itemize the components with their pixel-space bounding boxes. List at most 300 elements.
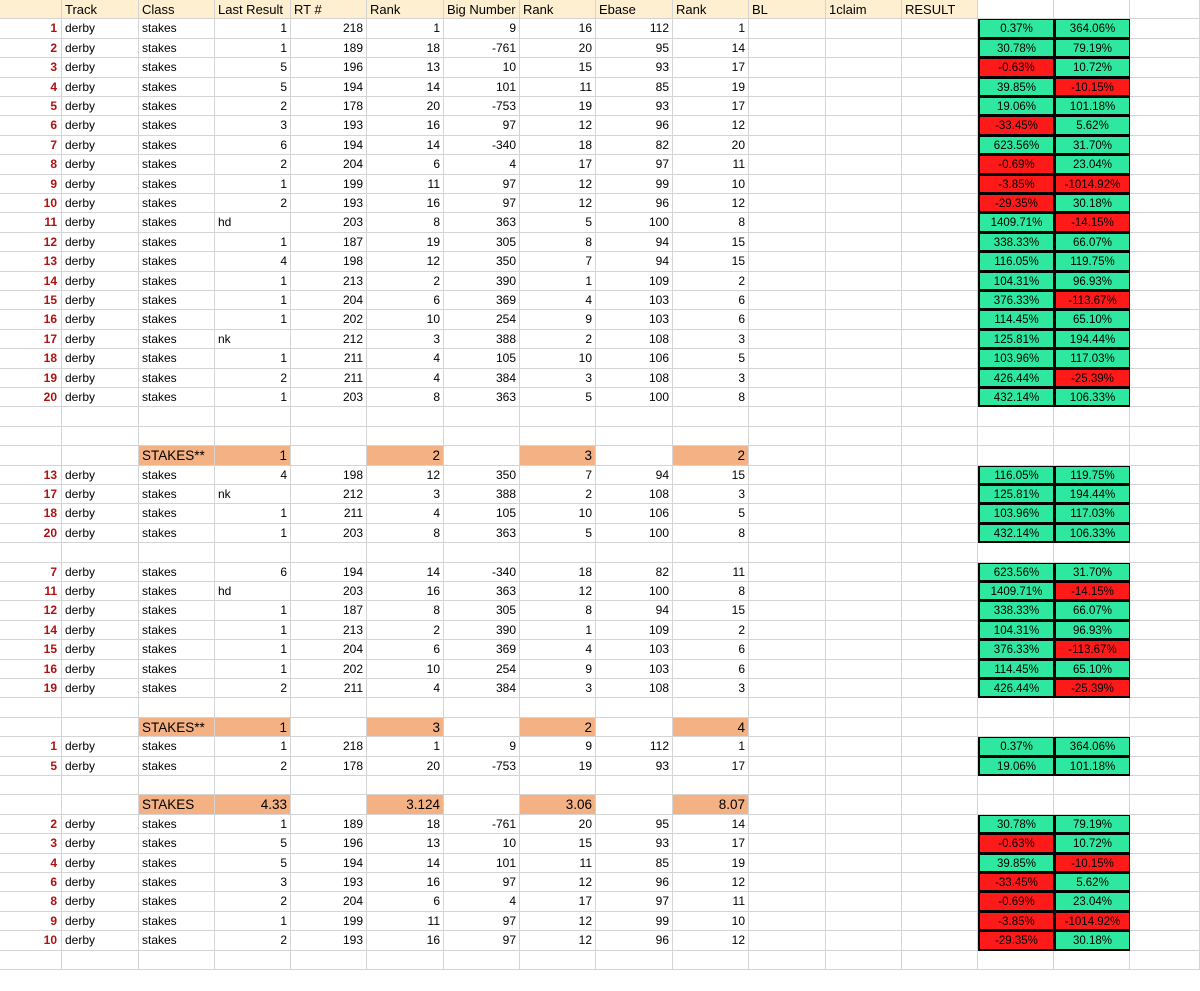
big-number-cell[interactable]: 254 xyxy=(444,660,520,679)
rank-cell[interactable]: 15 xyxy=(673,466,749,485)
class-cell[interactable]: stakes xyxy=(139,640,215,659)
rank-cell[interactable]: 17 xyxy=(673,757,749,776)
rank-cell[interactable]: 16 xyxy=(520,19,596,38)
result-percent-1[interactable]: 623.56% xyxy=(978,136,1054,155)
empty-cell[interactable] xyxy=(367,407,444,426)
rt-number-cell[interactable]: 213 xyxy=(291,272,367,291)
result-cell[interactable] xyxy=(902,369,978,388)
empty-cell[interactable] xyxy=(444,776,520,795)
result-cell[interactable] xyxy=(902,582,978,601)
rt-number-cell[interactable]: 198 xyxy=(291,466,367,485)
row-number-cell[interactable]: 20 xyxy=(0,388,62,407)
class-cell[interactable]: stakes xyxy=(139,524,215,543)
row-number-cell[interactable]: 15 xyxy=(0,291,62,310)
rt-number-cell[interactable]: 211 xyxy=(291,369,367,388)
empty-cell[interactable] xyxy=(444,543,520,562)
result-percent-1[interactable]: -3.85% xyxy=(978,175,1054,194)
ebase-cell[interactable]: 97 xyxy=(596,155,673,174)
row-number-cell[interactable]: 12 xyxy=(0,601,62,620)
rank-cell[interactable]: 19 xyxy=(520,97,596,116)
big-number-cell[interactable]: 363 xyxy=(444,524,520,543)
track-cell[interactable]: derby xyxy=(62,854,139,873)
row-number-cell[interactable]: 4 xyxy=(0,78,62,97)
big-number-cell[interactable]: 369 xyxy=(444,291,520,310)
result-cell[interactable] xyxy=(902,485,978,504)
ebase-cell[interactable]: 85 xyxy=(596,78,673,97)
bl-cell[interactable] xyxy=(749,194,826,213)
rank-cell[interactable]: 1 xyxy=(520,272,596,291)
result-cell[interactable] xyxy=(902,194,978,213)
class-cell[interactable]: stakes xyxy=(139,233,215,252)
claim-cell[interactable] xyxy=(826,640,902,659)
result-percent-2[interactable]: 30.18% xyxy=(1054,194,1130,213)
rank-cell[interactable]: 6 xyxy=(367,291,444,310)
rank-cell[interactable]: 12 xyxy=(673,194,749,213)
track-cell[interactable]: derby xyxy=(62,873,139,892)
ebase-cell[interactable]: 106 xyxy=(596,349,673,368)
empty-cell[interactable] xyxy=(0,776,62,795)
empty-cell[interactable] xyxy=(1130,116,1200,135)
result-percent-2[interactable]: 5.62% xyxy=(1054,116,1130,135)
last-result-cell[interactable]: 5 xyxy=(215,834,291,853)
result-cell[interactable] xyxy=(902,213,978,232)
rank-cell[interactable]: 17 xyxy=(673,834,749,853)
result-percent-2[interactable]: -1014.92% xyxy=(1054,175,1130,194)
result-percent-2[interactable]: 23.04% xyxy=(1054,155,1130,174)
bl-cell[interactable] xyxy=(749,621,826,640)
rt-number-cell[interactable]: 193 xyxy=(291,873,367,892)
result-percent-2[interactable]: 65.10% xyxy=(1054,660,1130,679)
rank-cell[interactable]: 8 xyxy=(367,388,444,407)
class-cell[interactable]: stakes xyxy=(139,330,215,349)
column-header[interactable]: 1claim xyxy=(826,0,902,19)
result-percent-2[interactable]: -10.15% xyxy=(1054,854,1130,873)
empty-cell[interactable] xyxy=(596,446,673,465)
result-percent-2[interactable]: 10.72% xyxy=(1054,834,1130,853)
last-result-cell[interactable]: 2 xyxy=(215,97,291,116)
class-cell[interactable]: stakes xyxy=(139,892,215,911)
empty-cell[interactable] xyxy=(0,718,62,737)
track-cell[interactable]: derby xyxy=(62,97,139,116)
column-header[interactable]: BL xyxy=(749,0,826,19)
result-percent-1[interactable]: 338.33% xyxy=(978,233,1054,252)
bl-cell[interactable] xyxy=(749,563,826,582)
empty-cell[interactable] xyxy=(1130,39,1200,58)
column-header[interactable]: Last Result xyxy=(215,0,291,19)
ebase-cell[interactable]: 108 xyxy=(596,330,673,349)
track-cell[interactable]: derby xyxy=(62,834,139,853)
rank-cell[interactable]: 12 xyxy=(520,175,596,194)
empty-cell[interactable] xyxy=(1130,504,1200,523)
rt-number-cell[interactable]: 187 xyxy=(291,233,367,252)
ebase-cell[interactable]: 82 xyxy=(596,136,673,155)
rank-cell[interactable]: 18 xyxy=(367,39,444,58)
result-cell[interactable] xyxy=(902,136,978,155)
rank-cell[interactable]: 5 xyxy=(673,504,749,523)
result-percent-2[interactable]: 106.33% xyxy=(1054,388,1130,407)
result-percent-1[interactable]: 1409.71% xyxy=(978,582,1054,601)
result-percent-1[interactable]: 39.85% xyxy=(978,78,1054,97)
row-number-cell[interactable]: 7 xyxy=(0,136,62,155)
rank-cell[interactable]: 8 xyxy=(673,213,749,232)
bl-cell[interactable] xyxy=(749,272,826,291)
bl-cell[interactable] xyxy=(749,388,826,407)
rank-cell[interactable]: 13 xyxy=(367,834,444,853)
track-cell[interactable]: derby xyxy=(62,272,139,291)
rank-cell[interactable]: 14 xyxy=(367,563,444,582)
empty-cell[interactable] xyxy=(62,718,139,737)
result-cell[interactable] xyxy=(902,892,978,911)
last-result-cell[interactable]: 3 xyxy=(215,873,291,892)
bl-cell[interactable] xyxy=(749,349,826,368)
bl-cell[interactable] xyxy=(749,854,826,873)
track-cell[interactable]: derby xyxy=(62,349,139,368)
result-percent-1[interactable]: 1409.71% xyxy=(978,213,1054,232)
empty-cell[interactable] xyxy=(1130,58,1200,77)
rank-cell[interactable]: 3 xyxy=(673,369,749,388)
last-result-cell[interactable]: 2 xyxy=(215,194,291,213)
result-cell[interactable] xyxy=(902,737,978,756)
bl-cell[interactable] xyxy=(749,252,826,271)
claim-cell[interactable] xyxy=(826,892,902,911)
bl-cell[interactable] xyxy=(749,892,826,911)
big-number-cell[interactable]: 305 xyxy=(444,601,520,620)
column-header[interactable]: Rank xyxy=(367,0,444,19)
result-cell[interactable] xyxy=(902,58,978,77)
empty-cell[interactable] xyxy=(596,795,673,814)
row-number-cell[interactable]: 16 xyxy=(0,660,62,679)
claim-cell[interactable] xyxy=(826,601,902,620)
result-cell[interactable] xyxy=(902,466,978,485)
result-percent-2[interactable]: -10.15% xyxy=(1054,78,1130,97)
empty-cell[interactable] xyxy=(1054,427,1130,446)
rank-cell[interactable]: 2 xyxy=(673,272,749,291)
empty-cell[interactable] xyxy=(0,543,62,562)
row-number-cell[interactable]: 20 xyxy=(0,524,62,543)
rank-cell[interactable]: 11 xyxy=(673,155,749,174)
bl-cell[interactable] xyxy=(749,737,826,756)
row-number-cell[interactable]: 19 xyxy=(0,369,62,388)
class-cell[interactable]: stakes xyxy=(139,58,215,77)
result-percent-1[interactable]: 114.45% xyxy=(978,310,1054,329)
ebase-cell[interactable]: 100 xyxy=(596,213,673,232)
bl-cell[interactable] xyxy=(749,155,826,174)
bl-cell[interactable] xyxy=(749,601,826,620)
empty-cell[interactable] xyxy=(902,718,978,737)
empty-cell[interactable] xyxy=(826,951,902,970)
big-number-cell[interactable]: 105 xyxy=(444,349,520,368)
row-number-cell[interactable]: 14 xyxy=(0,621,62,640)
empty-cell[interactable] xyxy=(1130,563,1200,582)
empty-cell[interactable] xyxy=(444,951,520,970)
row-number-cell[interactable]: 17 xyxy=(0,485,62,504)
empty-cell[interactable] xyxy=(978,951,1054,970)
class-cell[interactable]: stakes xyxy=(139,757,215,776)
rank-cell[interactable]: 9 xyxy=(520,737,596,756)
ebase-cell[interactable]: 103 xyxy=(596,660,673,679)
empty-cell[interactable] xyxy=(291,698,367,717)
result-percent-2[interactable]: 194.44% xyxy=(1054,485,1130,504)
big-number-cell[interactable]: 305 xyxy=(444,233,520,252)
rank-cell[interactable]: 19 xyxy=(367,233,444,252)
rank-cell[interactable]: 14 xyxy=(673,815,749,834)
big-number-cell[interactable]: 4 xyxy=(444,155,520,174)
class-cell[interactable]: stakes xyxy=(139,912,215,931)
rank-cell[interactable]: 6 xyxy=(673,660,749,679)
empty-cell[interactable] xyxy=(1130,795,1200,814)
group-value[interactable]: 8.07 xyxy=(673,795,749,814)
empty-cell[interactable] xyxy=(978,407,1054,426)
result-percent-1[interactable]: 426.44% xyxy=(978,679,1054,698)
bl-cell[interactable] xyxy=(749,466,826,485)
claim-cell[interactable] xyxy=(826,233,902,252)
row-number-cell[interactable]: 1 xyxy=(0,737,62,756)
empty-cell[interactable] xyxy=(1130,291,1200,310)
rank-cell[interactable]: 1 xyxy=(367,19,444,38)
last-result-cell[interactable]: 1 xyxy=(215,601,291,620)
row-number-cell[interactable]: 18 xyxy=(0,504,62,523)
result-percent-1[interactable]: -29.35% xyxy=(978,194,1054,213)
empty-cell[interactable] xyxy=(444,407,520,426)
empty-cell[interactable] xyxy=(749,446,826,465)
rt-number-cell[interactable]: 212 xyxy=(291,485,367,504)
empty-cell[interactable] xyxy=(139,698,215,717)
class-cell[interactable]: stakes xyxy=(139,194,215,213)
last-result-cell[interactable]: 2 xyxy=(215,931,291,950)
rank-cell[interactable]: 9 xyxy=(520,660,596,679)
column-header[interactable]: Rank xyxy=(520,0,596,19)
track-cell[interactable]: derby xyxy=(62,19,139,38)
result-percent-2[interactable]: 194.44% xyxy=(1054,330,1130,349)
claim-cell[interactable] xyxy=(826,116,902,135)
big-number-cell[interactable]: -761 xyxy=(444,39,520,58)
rank-cell[interactable]: 19 xyxy=(520,757,596,776)
last-result-cell[interactable]: 1 xyxy=(215,272,291,291)
row-number-cell[interactable]: 17 xyxy=(0,330,62,349)
row-number-cell[interactable]: 18 xyxy=(0,349,62,368)
rank-cell[interactable]: 18 xyxy=(367,815,444,834)
empty-cell[interactable] xyxy=(1130,834,1200,853)
empty-cell[interactable] xyxy=(1054,407,1130,426)
rank-cell[interactable]: 5 xyxy=(520,388,596,407)
ebase-cell[interactable]: 108 xyxy=(596,485,673,504)
rt-number-cell[interactable]: 189 xyxy=(291,39,367,58)
class-cell[interactable]: stakes xyxy=(139,19,215,38)
rank-cell[interactable]: 12 xyxy=(520,912,596,931)
result-percent-2[interactable]: 66.07% xyxy=(1054,601,1130,620)
empty-cell[interactable] xyxy=(826,795,902,814)
rank-cell[interactable]: 15 xyxy=(673,252,749,271)
track-cell[interactable]: derby xyxy=(62,310,139,329)
empty-cell[interactable] xyxy=(1130,543,1200,562)
row-number-cell[interactable]: 6 xyxy=(0,116,62,135)
row-number-cell[interactable]: 13 xyxy=(0,466,62,485)
row-number-cell[interactable]: 7 xyxy=(0,563,62,582)
rank-cell[interactable]: 16 xyxy=(367,582,444,601)
rt-number-cell[interactable]: 202 xyxy=(291,660,367,679)
class-cell[interactable]: stakes xyxy=(139,291,215,310)
rank-cell[interactable]: 16 xyxy=(367,931,444,950)
row-number-cell[interactable]: 5 xyxy=(0,97,62,116)
last-result-cell[interactable]: 1 xyxy=(215,815,291,834)
result-cell[interactable] xyxy=(902,524,978,543)
result-percent-2[interactable]: -14.15% xyxy=(1054,213,1130,232)
result-percent-2[interactable]: 10.72% xyxy=(1054,58,1130,77)
empty-cell[interactable] xyxy=(1130,78,1200,97)
group-label[interactable]: STAKES** xyxy=(139,446,215,465)
rt-number-cell[interactable]: 213 xyxy=(291,621,367,640)
rank-cell[interactable]: 16 xyxy=(367,116,444,135)
rt-number-cell[interactable]: 204 xyxy=(291,155,367,174)
rt-number-cell[interactable]: 193 xyxy=(291,931,367,950)
class-cell[interactable]: stakes xyxy=(139,78,215,97)
empty-cell[interactable] xyxy=(1130,951,1200,970)
rt-number-cell[interactable]: 204 xyxy=(291,291,367,310)
row-number-cell[interactable]: 9 xyxy=(0,175,62,194)
rank-cell[interactable]: 2 xyxy=(673,621,749,640)
bl-cell[interactable] xyxy=(749,310,826,329)
track-cell[interactable]: derby xyxy=(62,155,139,174)
rank-cell[interactable]: 7 xyxy=(520,252,596,271)
last-result-cell[interactable]: 1 xyxy=(215,388,291,407)
rank-cell[interactable]: 11 xyxy=(673,563,749,582)
rt-number-cell[interactable]: 194 xyxy=(291,136,367,155)
bl-cell[interactable] xyxy=(749,330,826,349)
rank-cell[interactable]: 11 xyxy=(673,892,749,911)
track-cell[interactable]: derby xyxy=(62,931,139,950)
empty-cell[interactable] xyxy=(444,446,520,465)
rank-cell[interactable]: 5 xyxy=(673,349,749,368)
rt-number-cell[interactable]: 187 xyxy=(291,601,367,620)
last-result-cell[interactable]: hd xyxy=(215,582,291,601)
claim-cell[interactable] xyxy=(826,97,902,116)
ebase-cell[interactable]: 106 xyxy=(596,504,673,523)
rank-cell[interactable]: 15 xyxy=(673,233,749,252)
rank-cell[interactable]: 6 xyxy=(367,155,444,174)
ebase-cell[interactable]: 96 xyxy=(596,931,673,950)
rt-number-cell[interactable]: 189 xyxy=(291,815,367,834)
rank-cell[interactable]: 4 xyxy=(367,504,444,523)
empty-cell[interactable] xyxy=(749,427,826,446)
result-percent-1[interactable]: 432.14% xyxy=(978,388,1054,407)
class-cell[interactable]: stakes xyxy=(139,466,215,485)
class-cell[interactable]: stakes xyxy=(139,601,215,620)
class-cell[interactable]: stakes xyxy=(139,213,215,232)
empty-cell[interactable] xyxy=(215,427,291,446)
claim-cell[interactable] xyxy=(826,563,902,582)
rank-cell[interactable]: 11 xyxy=(367,912,444,931)
empty-cell[interactable] xyxy=(902,698,978,717)
empty-cell[interactable] xyxy=(826,718,902,737)
last-result-cell[interactable]: 6 xyxy=(215,563,291,582)
claim-cell[interactable] xyxy=(826,582,902,601)
result-percent-1[interactable]: 103.96% xyxy=(978,349,1054,368)
result-percent-1[interactable]: 376.33% xyxy=(978,640,1054,659)
claim-cell[interactable] xyxy=(826,931,902,950)
result-percent-2[interactable]: 101.18% xyxy=(1054,757,1130,776)
bl-cell[interactable] xyxy=(749,504,826,523)
empty-cell[interactable] xyxy=(902,427,978,446)
last-result-cell[interactable]: 5 xyxy=(215,58,291,77)
empty-cell[interactable] xyxy=(62,698,139,717)
result-percent-1[interactable]: -0.63% xyxy=(978,58,1054,77)
empty-cell[interactable] xyxy=(1130,815,1200,834)
row-number-cell[interactable]: 3 xyxy=(0,58,62,77)
class-cell[interactable]: stakes xyxy=(139,97,215,116)
result-percent-2[interactable]: 119.75% xyxy=(1054,252,1130,271)
class-cell[interactable]: stakes xyxy=(139,815,215,834)
last-result-cell[interactable]: 1 xyxy=(215,291,291,310)
row-number-cell[interactable]: 6 xyxy=(0,873,62,892)
result-percent-1[interactable]: -3.85% xyxy=(978,912,1054,931)
empty-cell[interactable] xyxy=(367,951,444,970)
bl-cell[interactable] xyxy=(749,582,826,601)
empty-cell[interactable] xyxy=(1130,252,1200,271)
empty-cell[interactable] xyxy=(367,427,444,446)
result-percent-1[interactable]: 426.44% xyxy=(978,369,1054,388)
track-cell[interactable]: derby xyxy=(62,485,139,504)
big-number-cell[interactable]: 350 xyxy=(444,252,520,271)
rank-cell[interactable]: 11 xyxy=(520,78,596,97)
rt-number-cell[interactable]: 196 xyxy=(291,834,367,853)
result-cell[interactable] xyxy=(902,660,978,679)
ebase-cell[interactable]: 109 xyxy=(596,621,673,640)
empty-cell[interactable] xyxy=(902,795,978,814)
bl-cell[interactable] xyxy=(749,97,826,116)
empty-cell[interactable] xyxy=(1130,155,1200,174)
class-cell[interactable]: stakes xyxy=(139,369,215,388)
result-percent-1[interactable]: -0.63% xyxy=(978,834,1054,853)
rank-cell[interactable]: 1 xyxy=(367,737,444,756)
result-percent-1[interactable]: 19.06% xyxy=(978,97,1054,116)
track-cell[interactable]: derby xyxy=(62,504,139,523)
last-result-cell[interactable]: 2 xyxy=(215,892,291,911)
rank-cell[interactable]: 18 xyxy=(520,563,596,582)
class-cell[interactable]: stakes xyxy=(139,252,215,271)
empty-cell[interactable] xyxy=(978,698,1054,717)
empty-cell[interactable] xyxy=(1130,621,1200,640)
claim-cell[interactable] xyxy=(826,349,902,368)
rank-cell[interactable]: 13 xyxy=(367,58,444,77)
track-cell[interactable]: derby xyxy=(62,582,139,601)
row-number-cell[interactable]: 12 xyxy=(0,233,62,252)
empty-cell[interactable] xyxy=(1130,873,1200,892)
rank-cell[interactable]: 3 xyxy=(673,679,749,698)
last-result-cell[interactable]: nk xyxy=(215,330,291,349)
empty-cell[interactable] xyxy=(1054,698,1130,717)
result-percent-2[interactable]: -1014.92% xyxy=(1054,912,1130,931)
track-cell[interactable]: derby xyxy=(62,291,139,310)
class-cell[interactable]: stakes xyxy=(139,621,215,640)
result-cell[interactable] xyxy=(902,504,978,523)
result-percent-2[interactable]: 96.93% xyxy=(1054,272,1130,291)
class-cell[interactable]: stakes xyxy=(139,485,215,504)
bl-cell[interactable] xyxy=(749,640,826,659)
track-cell[interactable]: derby xyxy=(62,660,139,679)
last-result-cell[interactable]: 1 xyxy=(215,19,291,38)
track-cell[interactable]: derby xyxy=(62,58,139,77)
class-cell[interactable]: stakes xyxy=(139,175,215,194)
class-cell[interactable]: stakes xyxy=(139,679,215,698)
result-percent-2[interactable]: 119.75% xyxy=(1054,466,1130,485)
empty-cell[interactable] xyxy=(1054,543,1130,562)
result-percent-2[interactable]: 101.18% xyxy=(1054,97,1130,116)
empty-cell[interactable] xyxy=(1130,466,1200,485)
rank-cell[interactable]: 19 xyxy=(673,854,749,873)
row-number-cell[interactable]: 11 xyxy=(0,582,62,601)
track-cell[interactable]: derby xyxy=(62,892,139,911)
track-cell[interactable]: derby xyxy=(62,252,139,271)
